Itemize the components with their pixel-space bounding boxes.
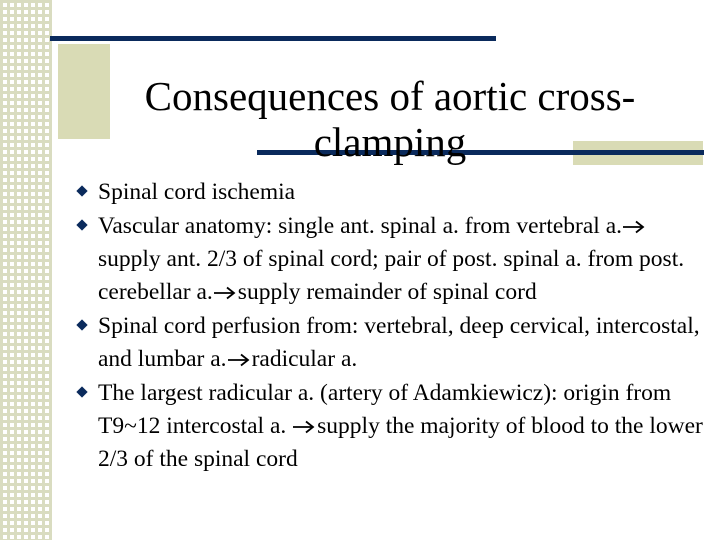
right-arrow-icon	[227, 353, 251, 367]
bullet-item	[76, 377, 706, 476]
bullet-text: supply remainder of spinal cord	[237, 279, 537, 305]
bullet-text: supply the majority of blood to the lower 2/3 of the spinal cord	[98, 413, 703, 472]
bullet-text: Spinal cord perfusion from: vertebral, deep cervical, intercostal, and lumbar a.	[98, 313, 700, 372]
diamond-bullet-icon	[76, 219, 87, 230]
bullet-item	[76, 210, 706, 309]
right-arrow-icon	[622, 220, 646, 234]
bullet-text: The largest radicular a. (artery of Adamkiewicz): origin from T9~12 intercostal a.	[98, 380, 672, 439]
bullet-text: Spinal cord ischemia	[98, 179, 296, 205]
decorative-olive-block-top	[58, 44, 110, 139]
title-bar-top	[50, 36, 496, 41]
title-line-2: clamping	[313, 119, 467, 166]
decorative-stripes	[0, 0, 52, 540]
title-line-1: Consequences of aortic cross-	[144, 73, 636, 120]
bullet-text: radicular a.	[251, 346, 358, 372]
bullet-text: Vascular anatomy: single ant. spinal a. from vertebral a.	[98, 213, 622, 239]
right-arrow-icon	[292, 420, 316, 434]
slide-title	[110, 73, 670, 165]
bullet-text: supply ant. 2/3 of spinal cord; pair of post. spinal a. from post. cerebellar a.	[98, 246, 685, 305]
bullet-list	[76, 176, 706, 476]
bullet-item	[76, 310, 706, 376]
right-arrow-icon	[213, 286, 237, 300]
bullet-item	[76, 176, 706, 209]
diamond-bullet-icon	[76, 386, 87, 397]
diamond-bullet-icon	[76, 185, 87, 196]
diamond-bullet-icon	[76, 319, 87, 330]
